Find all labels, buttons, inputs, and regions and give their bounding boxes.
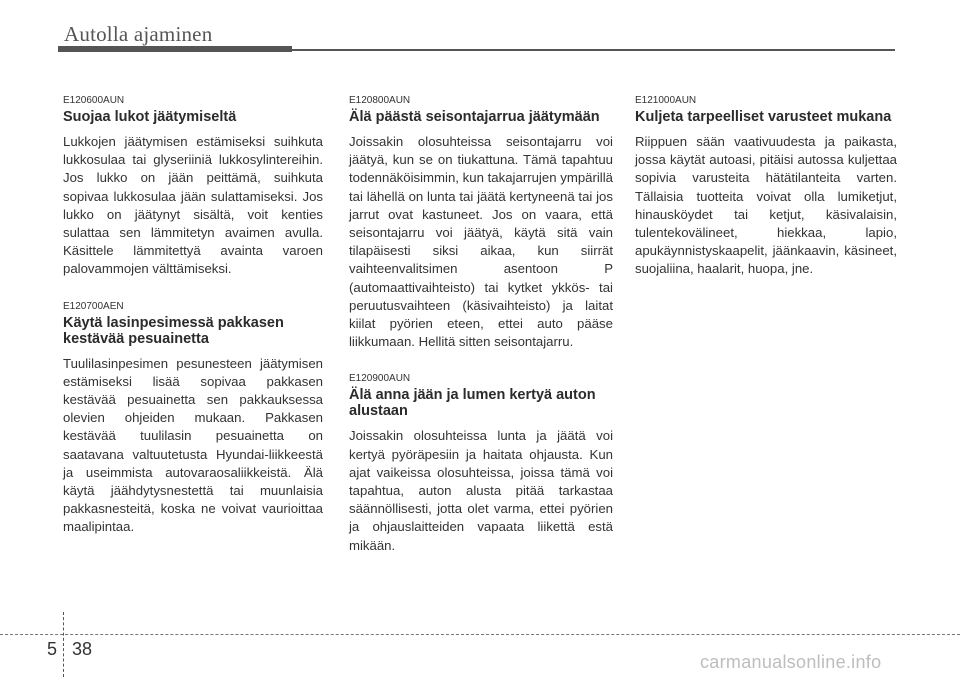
section-code: E120700AEN <box>63 300 124 312</box>
page-number: 38 <box>72 639 93 659</box>
section-code: E121000AUN <box>635 95 697 106</box>
section-heading: Älä päästä seisontajarrua jäätymään <box>349 109 600 125</box>
section-heading: Kuljeta tarpeelliset varusteet mukana <box>635 109 892 125</box>
section-parking-brake <box>349 95 613 351</box>
header-bar-accent <box>58 46 292 52</box>
column-3 <box>635 95 897 301</box>
header-rule <box>292 49 895 51</box>
section-washer-fluid <box>63 301 323 537</box>
section-body: Riippuen sään vaativuudesta ja paikasta, jossa käytät autoasi, pitäisi autossa kuljettaa sopivia varusteita hätätilanteita varten. Tällaisia tuotteita voivat olla lumiketjut, hinausköydet tai ketjut, käsivalaisin, tulentekovälineet, hiekkaa, lapio, apukäynnistyskaapelit, jäänkaavin, käsineet, suojaliina, haalarit, huopa, jne. <box>635 134 897 277</box>
section-body: Tuulilasinpesimen pesunesteen jäätymisen estämiseksi lisää sopivaa pakkasen kestävää pesuainetta sen pakkauksessa olevien ohjeiden mukaan. Pakkasen kestävää tuulilasin pesuainetta on saatavana valtuutetusta Hyundai-liikkeestä ja useimmista autovaraosaliikkeistä. Älä käytä jäähdytysnestettä tai muunlaisia pakkasnesteitä, koska ne voivat vaurioittaa maalipintaa. <box>63 355 323 535</box>
section-body: Joissakin olosuhteissa seisontajarru voi jäätyä, kun se on tiukattuna. Tämä tapahtuu todennäköisimmin, kun takajarrujen ympärillä tai lähellä on lunta tai jäätä kertyneenä tai jos jarrut ovat kastuneet. Jos on vaara, että seisontajarru voi jäätyä, käytä sitä vain tilapäisesti siksi aikaa, kun siirrät vaihteenvalitsimen asentoon P (automaattivaihteisto) tai kytket ykkös- tai peruutusvaihteen (käsivaihteisto) ja laitat kiilat pyörien eteen, ettei auto pääse liikkumaan. Hellitä sitten seisontajarru. <box>349 134 613 350</box>
section-emergency-equipment <box>635 95 897 279</box>
footer-dashed-line <box>0 634 960 635</box>
footer-divider <box>63 612 64 677</box>
section-ice-snow-underbody <box>349 373 613 554</box>
section-heading: Suojaa lukot jäätymiseltä <box>63 109 237 125</box>
section-heading: Käytä lasinpesimessä pakkasen kestävää pesuainetta <box>63 314 284 347</box>
section-heading: Älä anna jään ja lumen kertyä auton alustaan <box>349 387 596 420</box>
section-body: Joissakin olosuhteissa lunta ja jäätä voi kertyä pyöräpesiin ja haitata ohjausta. Kun ajat vaikeissa olosuhteissa, joissa tämä voi tapahtua, auton alusta pitää tarkastaa säännöllisesti, jotta olet varma, ettei pyörien ja ohjauslaitteiden vapaata liikettä estä mikään. <box>349 428 613 553</box>
column-2 <box>349 95 613 577</box>
column-1 <box>63 95 323 559</box>
watermark-text: carmanualsonline.info <box>700 652 882 672</box>
section-lock-freezing <box>63 95 323 279</box>
section-code: E120800AUN <box>349 95 411 106</box>
chapter-title: Autolla ajaminen <box>64 22 213 46</box>
section-code: E120600AUN <box>63 95 125 106</box>
section-code: E120900AUN <box>349 373 411 385</box>
chapter-number: 5 <box>47 639 58 659</box>
section-body: Lukkojen jäätymisen estämiseksi suihkuta lukkosulaa tai glyseriiniä lukkosylintereihin. Jos lukko on jään peittämä, suihkuta sopivaa lukkosulaa jään sulattamiseksi. Jos lukko on jäätynyt sisältä, voit kenties sulattaa sen lämmitetyn avaimen avulla. Käsittele lämmitettyä avainta varoen palovammojen välttämiseksi. <box>63 134 323 277</box>
